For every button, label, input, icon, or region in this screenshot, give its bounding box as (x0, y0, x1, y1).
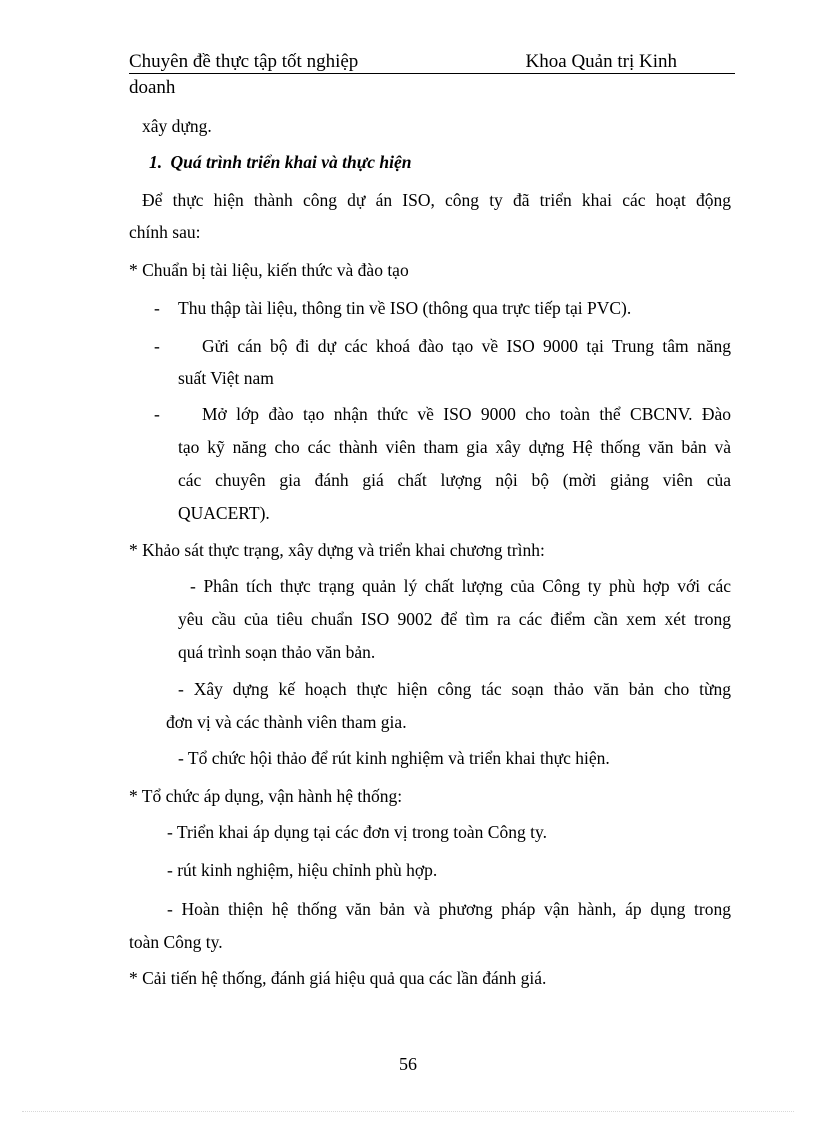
list-item: Gửi cán bộ đi dự các khoá đào tạo về ISO 9000 tại Trung tâm năng (202, 336, 731, 356)
group-title: * Tổ chức áp dụng, vận hành hệ thống: (129, 786, 403, 806)
list-item-continuation: đơn vị và các thành viên tham gia. (166, 712, 407, 732)
section-heading (149, 146, 411, 178)
bullet-dash: - (154, 404, 160, 424)
footer-divider (22, 1111, 794, 1112)
header-row (129, 50, 735, 74)
list-item: - rút kinh nghiệm, hiệu chỉnh phù hợp. (167, 860, 438, 880)
list-item-continuation: toàn Công ty. (129, 932, 223, 952)
group-title: * Chuẩn bị tài liệu, kiến thức và đào tạo (129, 260, 409, 280)
group-title: * Cải tiến hệ thống, đánh giá hiệu quả qua các lần đánh giá. (129, 968, 547, 988)
page-header (129, 50, 735, 100)
list-item: Mở lớp đào tạo nhận thức về ISO 9000 cho toàn thể CBCNV. Đào (202, 404, 731, 424)
header-left-title: Chuyên đề thực tập tốt nghiệp (129, 51, 359, 72)
list-item: - Xây dựng kế hoạch thực hiện công tác soạn thảo văn bản cho từng (178, 679, 731, 699)
list-item-continuation: tạo kỹ năng cho các thành viên tham gia xây dựng Hệ thống văn bản và (178, 437, 731, 457)
intro-line: chính sau: (129, 222, 201, 242)
list-item: - Triển khai áp dụng tại các đơn vị trong toàn Công ty. (167, 822, 547, 842)
header-right-title: Khoa Quản trị Kinh (525, 51, 677, 72)
section-title: Quá trình triển khai và thực hiện (170, 152, 412, 172)
intro-line: Để thực hiện thành công dự án ISO, công ty đã triển khai các hoạt động (142, 190, 731, 210)
list-item: - Hoàn thiện hệ thống văn bản và phương pháp vận hành, áp dụng trong (167, 899, 731, 919)
header-continuation: doanh (129, 77, 176, 98)
list-item: - Tổ chức hội thảo để rút kinh nghiệm và triển khai thực hiện. (178, 748, 610, 768)
section-number: 1. (149, 152, 163, 172)
page-number: 56 (399, 1054, 417, 1074)
bullet-dash: - (154, 336, 160, 356)
list-item-continuation: quá trình soạn thảo văn bản. (178, 642, 376, 662)
list-item: Thu thập tài liệu, thông tin về ISO (thông qua trực tiếp tại PVC). (178, 298, 632, 318)
bullet-dash: - (154, 298, 160, 318)
list-item-continuation: suất Việt nam (178, 368, 274, 388)
list-item-continuation: yêu cầu của tiêu chuẩn ISO 9002 để tìm ra các điểm cần xem xét trong (178, 609, 731, 629)
text-line: xây dựng. (142, 116, 212, 136)
group-title: * Khảo sát thực trạng, xây dựng và triển khai chương trình: (129, 540, 545, 560)
list-item-continuation: QUACERT). (178, 503, 270, 523)
list-item-continuation: các chuyên gia đánh giá chất lượng nội bộ (mời giảng viên của (178, 470, 731, 490)
list-item: - Phân tích thực trạng quản lý chất lượng của Công ty phù hợp với các (190, 576, 731, 596)
